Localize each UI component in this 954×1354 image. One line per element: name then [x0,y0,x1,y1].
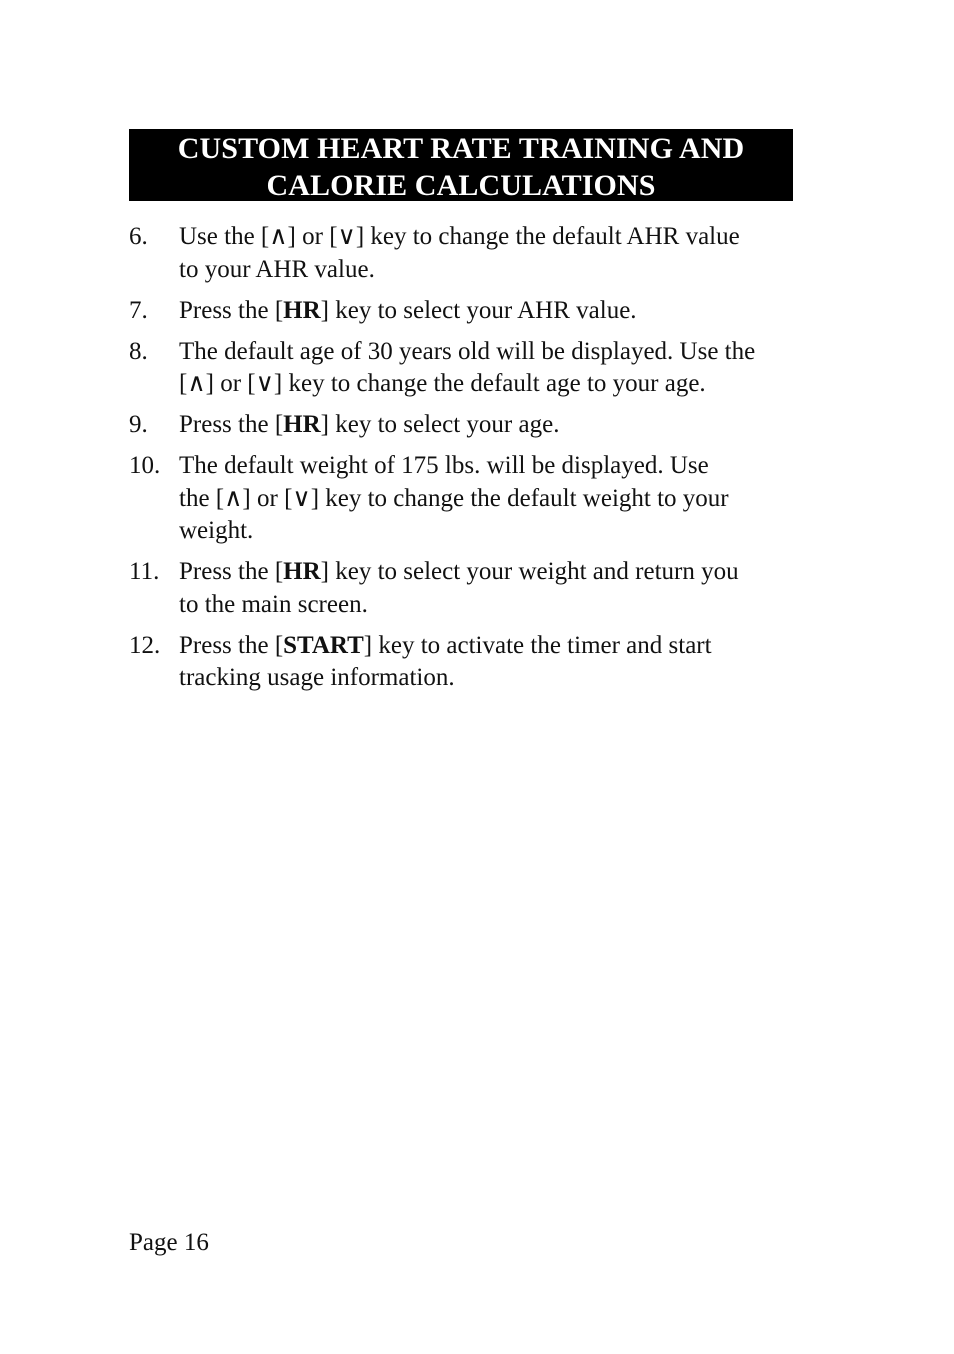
step-12 [129,630,799,695]
step-line: to your AHR value. [179,255,375,283]
hr-key-label: HR [283,296,321,324]
start-key-label: START [283,631,364,659]
step-line: The default weight of 175 lbs. will be displayed. Use [179,452,709,479]
step-6 [129,221,799,286]
hr-key-label: HR [283,411,321,438]
section-title-line-1: CUSTOM HEART RATE TRAINING AND [177,132,745,165]
step-7 [129,295,799,328]
page-number: Page 16 [129,1229,209,1256]
step-line [179,295,799,328]
step-text [179,221,799,286]
step-9 [129,409,799,442]
step-text-part: ] key to select your weight and return you [320,558,739,585]
instruction-steps-list [129,221,799,703]
step-text-part: ] key to select your AHR value. [320,296,637,324]
step-text [179,409,799,442]
step-text-part: Press the [ [179,631,284,659]
step-line: [∧] or [∨] key to change the default age to your age. [179,370,706,397]
step-8 [129,336,799,401]
step-line: Use the [∧] or [∨] key to change the default AHR value [179,223,740,250]
step-line [179,409,799,442]
step-number: 8. [129,337,148,365]
step-text-part: Press the [ [179,558,284,585]
step-text-part: Press the [ [179,411,284,438]
step-text [179,630,799,695]
step-text-part: ] key to activate the timer and start [363,631,712,659]
step-text-part: ] key to select your age. [320,411,560,438]
step-line: tracking usage information. [179,664,455,691]
step-line [179,630,799,663]
step-line: The default age of 30 years old will be displayed. Use the [179,337,756,365]
step-number: 11. [129,558,160,585]
step-text [179,556,799,621]
step-line: the [∧] or [∨] key to change the default weight to your [179,484,729,512]
step-number: 7. [129,296,148,324]
step-number: 9. [129,411,148,438]
step-text [179,336,799,401]
step-number: 6. [129,223,148,250]
section-title-line-2: CALORIE CALCULATIONS [266,169,656,202]
step-number: 12. [129,631,161,659]
step-line: to the main screen. [179,590,368,618]
step-line [179,556,799,589]
hr-key-label: HR [283,558,321,585]
step-text [179,450,799,548]
step-number: 10. [129,452,161,479]
section-header [129,129,793,201]
step-11 [129,556,799,621]
step-line: weight. [179,517,254,544]
step-text [179,295,799,328]
step-text-part: Press the [ [179,296,284,324]
step-10 [129,450,799,548]
